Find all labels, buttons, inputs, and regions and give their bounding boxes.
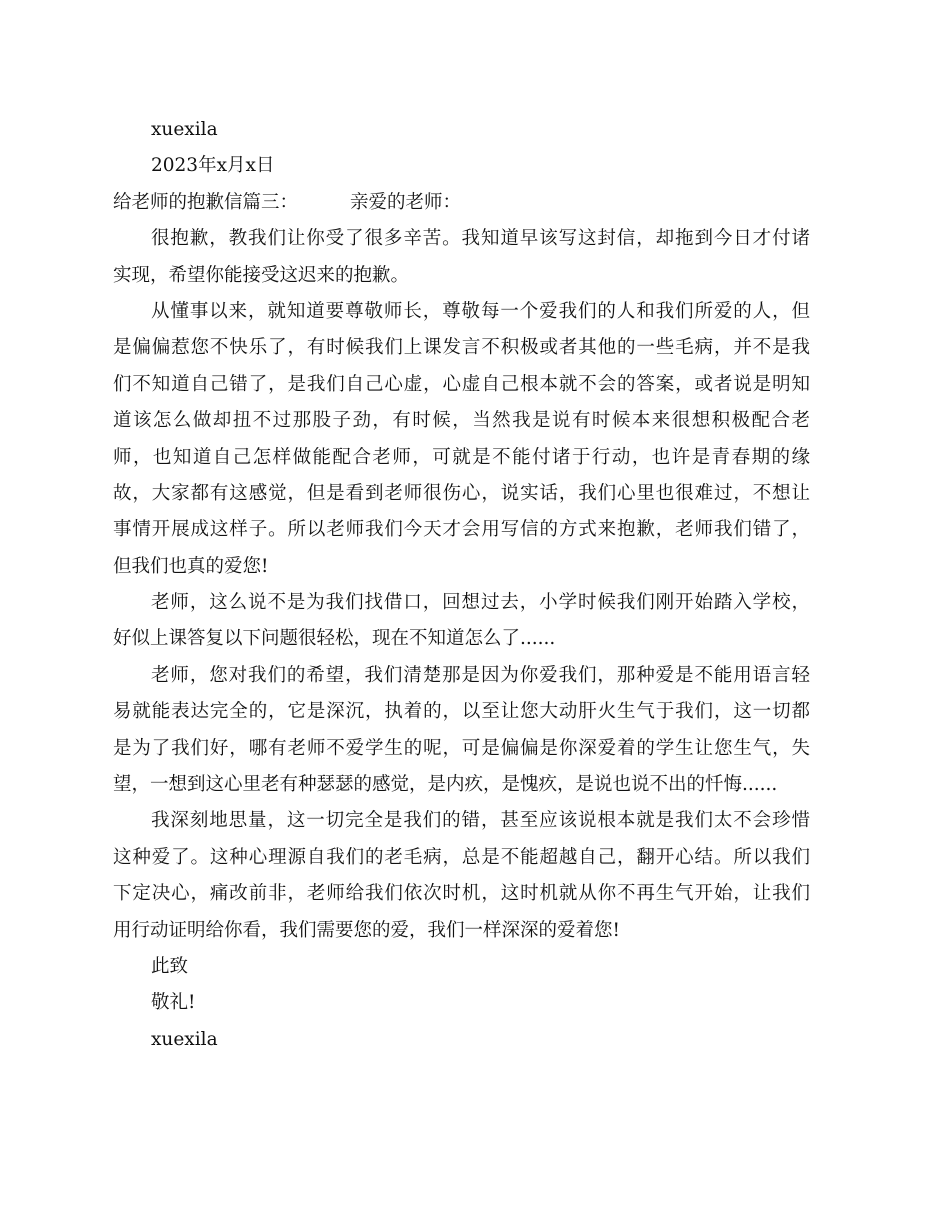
paragraph-line: 道该怎么做却扭不过那股子劲，有时候，当然我是说有时候本来很想积极配合老 bbox=[113, 410, 810, 432]
paragraph-line: 是偏偏惹您不快乐了，有时候我们上课发言不积极或者其他的一些毛病，并不是我 bbox=[113, 337, 810, 359]
signature-bottom: xuexila bbox=[151, 1028, 218, 1050]
paragraph-line: 故，大家都有这感觉，但是看到老师很伤心，说实话，我们心里也很难过，不想让 bbox=[113, 482, 810, 504]
paragraph-line: 但我们也真的爱您! bbox=[113, 555, 269, 577]
paragraph-line: 老师，这么说不是为我们找借口，回想过去，小学时候我们刚开始踏入学校， bbox=[151, 592, 810, 614]
paragraph-line: 老师，您对我们的希望，我们清楚那是因为你爱我们，那种爱是不能用语言轻 bbox=[151, 664, 810, 686]
paragraph-line: 从懂事以来，就知道要尊敬师长，尊敬每一个爱我们的人和我们所爱的人，但 bbox=[151, 300, 810, 322]
signature-top: xuexila bbox=[151, 119, 218, 140]
paragraph-line: 易就能表达完全的，它是深沉，执着的，以至让您大动肝火生气于我们，这一切都 bbox=[113, 701, 810, 723]
letter-title: 给老师的抱歉信篇三： bbox=[113, 191, 299, 213]
document-page bbox=[113, 112, 810, 1058]
paragraph bbox=[113, 294, 810, 585]
date-line: 2023年x月x日 bbox=[151, 155, 275, 177]
paragraph-line: 下定决心，痛改前非，老师给我们依次时机，这时机就从你不再生气开始，让我们 bbox=[113, 883, 810, 905]
salutation: 亲爱的老师： bbox=[350, 191, 462, 213]
heading-line bbox=[113, 185, 810, 221]
letter-body bbox=[113, 221, 810, 949]
closing-line-2: 敬礼! bbox=[151, 992, 196, 1014]
paragraph-line: 用行动证明给你看，我们需要您的爱，我们一样深深的爱着您! bbox=[113, 919, 620, 941]
paragraph bbox=[113, 658, 810, 804]
paragraph-line: 事情开展成这样子。所以老师我们今天才会用写信的方式来抱歉，老师我们错了， bbox=[113, 519, 810, 541]
paragraph-line: 很抱歉，教我们让你受了很多辛苦。我知道早该写这封信，却拖到今日才付诸 bbox=[151, 228, 810, 250]
paragraph-line: 师，也知道自己怎样做能配合老师，可就是不能付诸于行动，也许是青春期的缘 bbox=[113, 446, 810, 468]
closing-line-1: 此致 bbox=[151, 955, 189, 977]
paragraph-line: 们不知道自己错了，是我们自己心虚，心虚自己根本就不会的答案，或者说是明知 bbox=[113, 373, 810, 395]
paragraph-line: 实现，希望你能接受这迟来的抱歉。 bbox=[113, 264, 410, 286]
paragraph bbox=[113, 221, 810, 294]
paragraph bbox=[113, 585, 810, 658]
paragraph-line: 好似上课答复以下问题很轻松，现在不知道怎么了...... bbox=[113, 628, 556, 650]
paragraph-line: 是为了我们好，哪有老师不爱学生的呢，可是偏偏是你深爱着的学生让您生气，失 bbox=[113, 737, 810, 759]
paragraph-line: 这种爱了。这种心理源自我们的老毛病，总是不能超越自己，翻开心结。所以我们 bbox=[113, 846, 810, 868]
paragraph-line: 我深刻地思量，这一切完全是我们的错，甚至应该说根本就是我们太不会珍惜 bbox=[151, 810, 810, 832]
paragraph-line: 望，一想到这心里老有种瑟瑟的感觉，是内疚，是愧疚，是说也说不出的忏悔...... bbox=[113, 774, 778, 796]
paragraph bbox=[113, 803, 810, 949]
